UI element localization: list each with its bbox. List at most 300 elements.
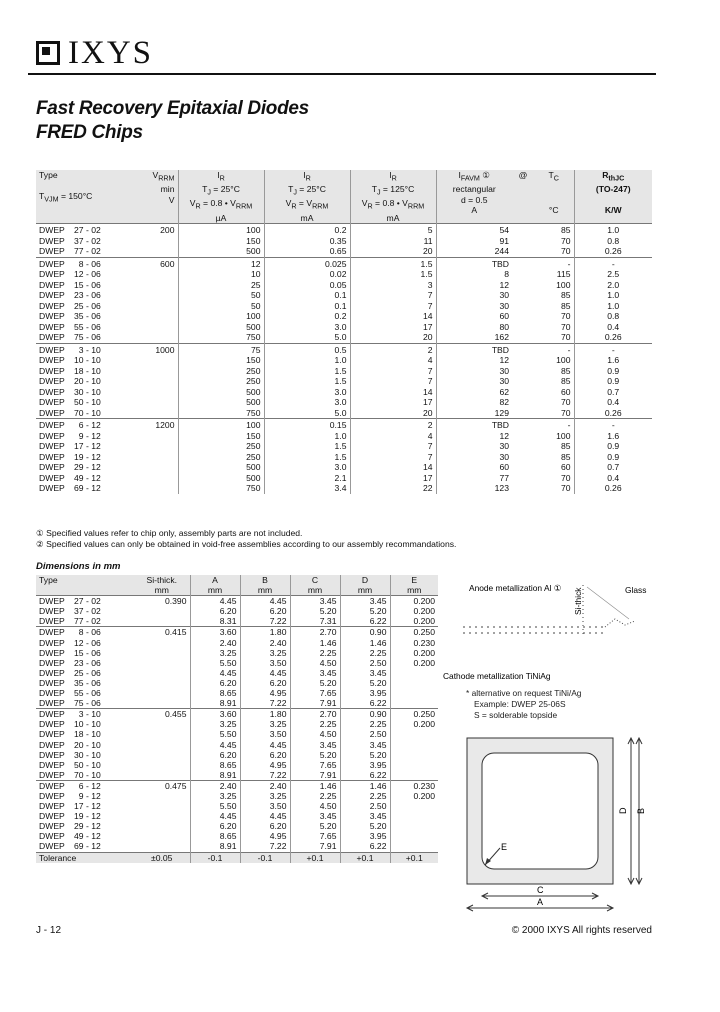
thick-value	[134, 821, 190, 831]
part-current: 19	[74, 451, 84, 462]
ir25-vrrm-value: 0.2	[264, 224, 350, 236]
ir25-value: 150	[178, 236, 264, 247]
ir25-vrrm-value: 1.0	[264, 355, 350, 366]
tc-value: 85	[534, 224, 574, 236]
page-number: J - 12	[36, 925, 62, 936]
at-spacer	[512, 387, 534, 398]
vrrm-value	[126, 246, 178, 257]
part-number: DWEP 30 - 10	[39, 386, 101, 397]
c-value: 7.31	[290, 616, 340, 627]
thick-value: 0.475	[134, 780, 190, 791]
a-value: 2.40	[190, 638, 240, 648]
part-number: DWEP 75 - 06	[39, 332, 101, 343]
rth-value: 0.9	[574, 376, 652, 387]
vrrm-value	[126, 376, 178, 387]
c-value: 7.91	[290, 841, 340, 852]
a-value: 5.50	[190, 729, 240, 739]
tc-value: 70	[560, 483, 571, 494]
ir25-vrrm-value: 3.0	[264, 462, 350, 473]
page-title: Fast Recovery Epitaxial Diodes	[36, 98, 309, 119]
part-current: 10	[74, 719, 84, 730]
ir25-vrrm-value: 3.0	[264, 387, 350, 398]
ifavm-value: 60	[436, 462, 512, 473]
part-prefix: DWEP	[39, 441, 65, 452]
thick-value: 0.390	[134, 596, 190, 607]
spec-row	[36, 408, 652, 419]
vrrm-value: 200	[126, 224, 178, 236]
thick-value	[134, 698, 190, 709]
part-number: DWEP 77 - 02	[39, 616, 101, 627]
e-value: 0.200	[390, 719, 438, 729]
spec-row	[36, 483, 652, 494]
dims-row	[36, 791, 438, 801]
part-prefix: DWEP	[39, 235, 65, 246]
spec-row	[36, 431, 652, 442]
rth-value: 0.9	[574, 366, 652, 377]
at-spacer	[512, 441, 534, 452]
part-current: 6	[78, 780, 84, 791]
spec-group	[36, 419, 652, 494]
spec-col-tc: $T_C$ °C	[548, 170, 559, 216]
vrrm-value	[126, 322, 178, 333]
dims-col-c: C mm	[290, 575, 340, 596]
at-spacer	[512, 246, 534, 257]
ir25-vrrm-value: 0.1	[264, 290, 350, 301]
part-number: DWEP 20 - 10	[39, 739, 101, 750]
vrrm-value	[126, 387, 178, 398]
ir125-value: 7	[350, 301, 436, 312]
ir125-value: 17	[350, 397, 436, 408]
dimensions-title: Dimensions in mm	[36, 561, 121, 572]
ir125-value: 17	[350, 322, 436, 333]
alt-line-3: S = solderable topside	[474, 710, 558, 720]
spec-row	[36, 355, 652, 366]
tc-value: 115	[556, 269, 571, 280]
b-value: 4.45	[240, 811, 290, 821]
part-number: DWEP 6 - 12	[36, 419, 126, 431]
rth-value: 1.0	[574, 290, 652, 301]
part-prefix: DWEP	[39, 376, 65, 387]
part-current: 15	[74, 647, 84, 658]
part-number: DWEP 8 - 06	[36, 257, 126, 269]
part-number: DWEP 23 - 06	[39, 657, 101, 668]
note-2: ② Specified values can only be obtained in void-free assemblies according to our assembly recommandations.	[36, 539, 457, 549]
anode-label: Anode metallization Al ①	[469, 583, 562, 593]
at-spacer	[512, 483, 534, 494]
ir25-value: 500	[178, 397, 264, 408]
ir25-vrrm-value: 3.0	[264, 397, 350, 408]
dim-b-label: B	[636, 807, 646, 814]
part-current: 10	[74, 355, 84, 366]
part-current: 25	[74, 300, 84, 311]
c-value: 1.46	[290, 638, 340, 648]
dims-col-d: D mm	[340, 575, 390, 596]
ir25-vrrm-value: 2.1	[264, 473, 350, 484]
part-number: DWEP 10 - 10	[39, 355, 101, 366]
at-spacer	[512, 376, 534, 387]
dims-row	[36, 688, 438, 698]
part-current: 9	[78, 790, 84, 801]
a-value: 8.65	[190, 760, 240, 770]
d-value: 5.20	[340, 678, 390, 688]
part-voltage: 10	[91, 719, 101, 730]
part-prefix: DWEP	[39, 321, 65, 332]
a-value: 8.65	[190, 688, 240, 698]
rth-value: 0.4	[574, 397, 652, 408]
spec-row	[36, 441, 652, 452]
at-spacer	[512, 366, 534, 377]
part-number: DWEP 50 - 10	[39, 759, 101, 770]
rth-value: 0.7	[574, 462, 652, 473]
ifavm-value: 77	[436, 473, 512, 484]
c-value: 1.46	[290, 780, 340, 791]
part-current: 17	[74, 801, 84, 812]
b-value: 7.22	[240, 616, 290, 627]
spec-col-vrrm: $V_{RRM}$ min V	[152, 170, 175, 205]
part-current: 17	[74, 441, 84, 452]
ir125-value: 17	[350, 473, 436, 484]
tc-value: 100	[556, 279, 571, 290]
ifavm-value: TBD	[436, 343, 512, 355]
tc-value: 85	[560, 451, 571, 462]
part-number: DWEP 25 - 06	[39, 300, 101, 311]
spec-col-ir25-vrrm: $I_R$ $T_J = 25^\circ C$ $V_R = V_{RRM}$ mA	[264, 170, 350, 224]
part-current: 49	[74, 831, 84, 842]
part-current: 35	[74, 677, 84, 688]
a-value: 8.65	[190, 831, 240, 841]
b-value: 1.80	[240, 709, 290, 720]
tc-value: -	[534, 257, 574, 269]
part-prefix: DWEP	[39, 420, 65, 431]
dims-row	[36, 698, 438, 709]
ir25-value: 10	[178, 269, 264, 280]
at-spacer	[512, 332, 534, 343]
part-voltage: 10	[91, 407, 101, 418]
part-current: 9	[78, 430, 84, 441]
tolerance-c: +0.1	[290, 852, 340, 863]
b-value: 4.45	[240, 740, 290, 750]
part-number: DWEP 49 - 12	[39, 831, 101, 842]
part-current: 49	[74, 472, 84, 483]
part-current: 12	[74, 269, 84, 280]
spec-row	[36, 376, 652, 387]
d-value: 3.45	[340, 668, 390, 678]
c-value: 7.91	[290, 770, 340, 781]
part-number: DWEP 3 - 10	[36, 343, 126, 355]
b-value: 4.95	[240, 831, 290, 841]
at-spacer	[512, 452, 534, 463]
spec-col-at: @	[518, 170, 528, 180]
part-current: 27	[74, 225, 84, 236]
part-current: 3	[78, 709, 84, 720]
c-value: 2.25	[290, 648, 340, 658]
a-value: 5.50	[190, 801, 240, 811]
tc-value: -	[534, 419, 574, 431]
b-value: 1.80	[240, 627, 290, 638]
d-value: 1.46	[340, 638, 390, 648]
d-value: 6.22	[340, 698, 390, 709]
dim-c-label: C	[537, 885, 544, 895]
dims-row	[36, 821, 438, 831]
tc-value: 60	[560, 386, 571, 397]
tc-value: 85	[560, 365, 571, 376]
part-current: 27	[74, 596, 84, 607]
c-value: 2.70	[290, 627, 340, 638]
ir125-value: 20	[350, 332, 436, 343]
ir25-vrrm-value: 1.0	[264, 431, 350, 442]
part-voltage: 10	[91, 397, 101, 408]
vrrm-value: 1200	[126, 419, 178, 431]
si-thick-label: Si-thick	[573, 587, 583, 615]
ir125-value: 4	[350, 431, 436, 442]
part-voltage: 06	[91, 667, 101, 678]
spec-row	[36, 301, 652, 312]
part-prefix: DWEP	[39, 657, 65, 668]
part-current: 77	[74, 246, 84, 257]
dims-row	[36, 678, 438, 688]
spec-row	[36, 452, 652, 463]
rth-value: 0.7	[574, 387, 652, 398]
ir25-vrrm-value: 3.4	[264, 483, 350, 494]
spec-col-ir25: $I_R$ $T_J = 25^\circ C$ $V_R = 0.8$ • $V_{RRM}$ µA	[178, 170, 264, 224]
ifavm-value: 12	[436, 355, 512, 366]
vrrm-value	[126, 311, 178, 322]
c-value: 5.20	[290, 821, 340, 831]
spec-row	[36, 290, 652, 301]
e-value	[390, 811, 438, 821]
ir25-value: 100	[178, 224, 264, 236]
part-number: DWEP 25 - 06	[39, 667, 101, 678]
part-prefix: DWEP	[39, 627, 65, 638]
ir25-value: 150	[178, 355, 264, 366]
ir25-vrrm-value: 3.0	[264, 322, 350, 333]
thick-value	[134, 770, 190, 781]
rth-value: -	[574, 419, 652, 431]
part-prefix: DWEP	[39, 311, 65, 322]
part-number: DWEP 18 - 10	[39, 729, 101, 740]
rth-value: -	[574, 257, 652, 269]
spec-row	[36, 246, 652, 257]
tolerance-label: Tolerance	[36, 852, 134, 863]
c-value: 4.50	[290, 801, 340, 811]
ifavm-value: 82	[436, 397, 512, 408]
e-value	[390, 750, 438, 760]
at-spacer	[512, 397, 534, 408]
part-voltage: 10	[91, 709, 101, 720]
part-prefix: DWEP	[39, 258, 65, 269]
a-value: 3.60	[190, 709, 240, 720]
part-number: DWEP 37 - 02	[39, 235, 101, 246]
ir125-value: 1.5	[350, 257, 436, 269]
thick-value: 0.415	[134, 627, 190, 638]
ir25-value: 750	[178, 332, 264, 343]
a-value: 4.45	[190, 668, 240, 678]
d-value: 2.25	[340, 791, 390, 801]
part-voltage: 10	[91, 729, 101, 740]
part-prefix: DWEP	[39, 462, 65, 473]
at-spacer	[512, 311, 534, 322]
part-voltage: 12	[91, 472, 101, 483]
part-current: 29	[74, 821, 84, 832]
part-number: DWEP 6 - 12	[36, 780, 134, 791]
ifavm-value: 12	[436, 280, 512, 291]
rth-value: 2.5	[574, 269, 652, 280]
vrrm-value	[126, 452, 178, 463]
part-current: 20	[74, 739, 84, 750]
dims-row	[36, 658, 438, 668]
a-value: 4.45	[190, 740, 240, 750]
part-voltage: 10	[91, 769, 101, 780]
c-value: 3.45	[290, 596, 340, 607]
part-number: DWEP 23 - 06	[39, 290, 101, 301]
part-current: 20	[74, 376, 84, 387]
part-number: DWEP 27 - 02	[36, 224, 126, 236]
ir125-value: 3	[350, 280, 436, 291]
tc-value: 70	[560, 246, 571, 257]
dims-col-thick: Si-thick. mm	[146, 575, 178, 596]
ir125-value: 7	[350, 441, 436, 452]
dims-group	[36, 627, 438, 709]
d-value: 3.95	[340, 688, 390, 698]
part-current: 18	[74, 365, 84, 376]
thick-value	[134, 750, 190, 760]
part-current: 8	[78, 627, 84, 638]
e-value	[390, 740, 438, 750]
part-voltage: 06	[91, 258, 101, 269]
tolerance-a: -0.1	[190, 852, 240, 863]
rth-value: 1.0	[574, 301, 652, 312]
ir25-value: 50	[178, 301, 264, 312]
chip-top-view-diagram	[455, 730, 655, 915]
part-current: 75	[74, 698, 84, 709]
d-value: 5.20	[340, 821, 390, 831]
ifavm-value: 123	[436, 483, 512, 494]
ifavm-value: 129	[436, 408, 512, 419]
tc-value: 70	[560, 332, 571, 343]
ifavm-value: 30	[436, 301, 512, 312]
ir25-vrrm-value: 0.02	[264, 269, 350, 280]
part-current: 35	[74, 311, 84, 322]
spec-row	[36, 236, 652, 247]
a-value: 3.25	[190, 719, 240, 729]
part-number: DWEP 29 - 12	[39, 462, 101, 473]
tolerance-e: +0.1	[390, 852, 438, 863]
b-value: 3.50	[240, 658, 290, 668]
ifavm-value: 30	[436, 452, 512, 463]
thick-value	[134, 688, 190, 698]
ir125-value: 7	[350, 452, 436, 463]
spec-col-type: Type $T_{VJM} = 150^\circ C$	[39, 170, 93, 204]
dims-row	[36, 831, 438, 841]
ixys-logo	[36, 36, 153, 70]
ifavm-value: 80	[436, 322, 512, 333]
spec-col-ifavm: $I_{FAVM}$ ① rectangular d = 0.5 A	[436, 170, 512, 224]
ir125-value: 7	[350, 366, 436, 377]
ifavm-value: 30	[436, 441, 512, 452]
ir25-vrrm-value: 0.65	[264, 246, 350, 257]
vrrm-value	[126, 408, 178, 419]
spec-row	[36, 366, 652, 377]
rth-value: 0.8	[574, 311, 652, 322]
dims-row	[36, 709, 438, 720]
thick-value	[134, 740, 190, 750]
ir25-vrrm-value: 0.15	[264, 419, 350, 431]
part-current: 37	[74, 606, 84, 617]
vrrm-value	[126, 431, 178, 442]
e-value	[390, 688, 438, 698]
ir25-vrrm-value: 1.5	[264, 441, 350, 452]
part-prefix: DWEP	[39, 300, 65, 311]
tc-value: 100	[556, 430, 571, 441]
thick-value	[134, 841, 190, 852]
tc-value: 85	[560, 376, 571, 387]
part-voltage: 12	[91, 790, 101, 801]
metallization-area	[482, 753, 598, 869]
dims-col-e: E mm	[390, 575, 438, 596]
part-current: 69	[74, 841, 84, 852]
vrrm-value	[126, 462, 178, 473]
ir125-value: 5	[350, 224, 436, 236]
rth-value: 1.6	[574, 355, 652, 366]
part-prefix: DWEP	[39, 647, 65, 658]
ir125-value: 14	[350, 311, 436, 322]
spec-row	[36, 419, 652, 431]
ir25-value: 500	[178, 462, 264, 473]
part-number: DWEP 70 - 10	[39, 769, 101, 780]
part-prefix: DWEP	[39, 801, 65, 812]
b-value: 6.20	[240, 821, 290, 831]
b-value: 7.22	[240, 841, 290, 852]
vrrm-value	[126, 355, 178, 366]
ir25-vrrm-value: 0.025	[264, 257, 350, 269]
e-value: 0.200	[390, 596, 438, 607]
d-value: 6.22	[340, 841, 390, 852]
cathode-label: Cathode metallization TiNiAg	[443, 671, 551, 681]
vrrm-value	[126, 332, 178, 343]
b-value: 6.20	[240, 750, 290, 760]
b-value: 4.95	[240, 688, 290, 698]
part-current: 30	[74, 749, 84, 760]
d-value: 3.95	[340, 760, 390, 770]
e-value	[390, 841, 438, 852]
part-voltage: 06	[91, 332, 101, 343]
ifavm-value: 8	[436, 269, 512, 280]
b-value: 3.25	[240, 791, 290, 801]
part-voltage: 12	[91, 441, 101, 452]
thick-value	[134, 648, 190, 658]
at-spacer	[512, 322, 534, 333]
part-number: DWEP 12 - 06	[39, 637, 101, 648]
part-number: DWEP 55 - 06	[39, 321, 101, 332]
part-number: DWEP 35 - 06	[39, 677, 101, 688]
ir125-value: 4	[350, 355, 436, 366]
dims-row	[36, 596, 438, 607]
a-value: 2.40	[190, 780, 240, 791]
ir25-value: 250	[178, 366, 264, 377]
dims-row	[36, 841, 438, 852]
part-prefix: DWEP	[39, 841, 65, 852]
a-value: 8.31	[190, 616, 240, 627]
e-value: 0.200	[390, 648, 438, 658]
ifavm-value: 30	[436, 376, 512, 387]
part-voltage: 06	[91, 290, 101, 301]
rth-value: 2.0	[574, 280, 652, 291]
part-number: DWEP 17 - 12	[39, 441, 101, 452]
part-prefix: DWEP	[39, 729, 65, 740]
a-value: 8.91	[190, 770, 240, 781]
ifavm-value: 162	[436, 332, 512, 343]
part-voltage: 12	[91, 841, 101, 852]
